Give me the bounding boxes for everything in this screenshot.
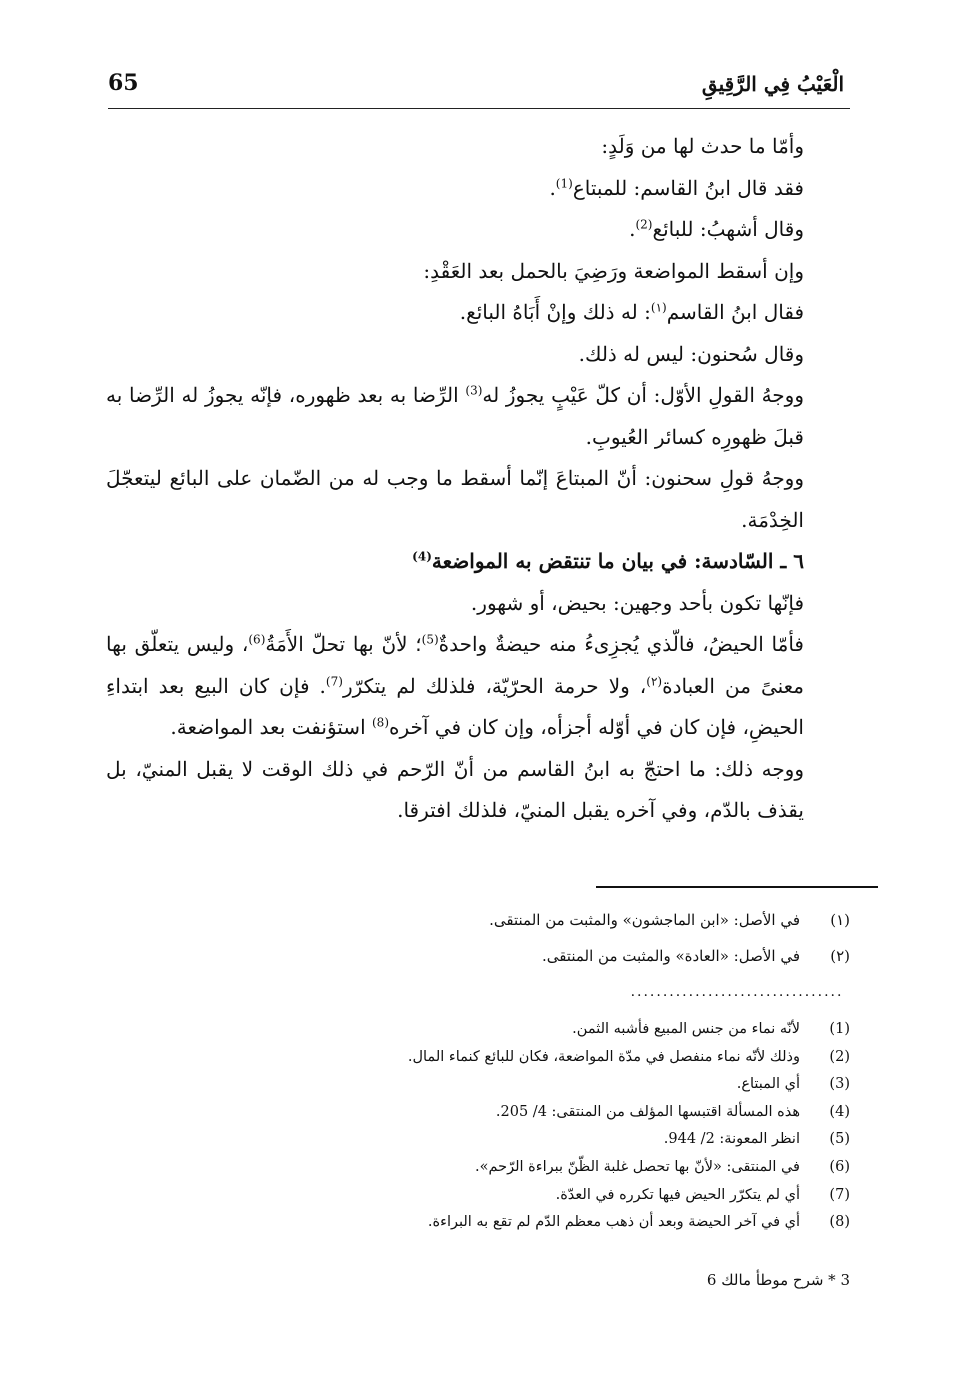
footnote-divider xyxy=(596,886,878,888)
note-text: وذلك لأنّه نماء منفصل في مدّة المواضعة، فكان للبائع كنماء المال. xyxy=(407,1048,800,1065)
section-heading: ٦ ـ السّادسة: في بيان ما تنتقض به المواضعة$^{(4)}$ xyxy=(412,549,804,573)
editor-note xyxy=(300,902,850,938)
footnote-ref: (١) xyxy=(650,300,667,315)
footnote xyxy=(300,1099,850,1127)
note-number: (3) xyxy=(829,1076,850,1093)
footnote xyxy=(300,1016,850,1044)
footnote-ref: (7) xyxy=(325,673,343,688)
note-number: (١) xyxy=(830,911,850,929)
note-text: أي في آخر الحيضة وبعد أن ذهب معظم الدّم لم تقع به البراءة. xyxy=(427,1214,800,1231)
paragraph: ووجه ذلك: ما احتجّ به ابنُ القاسم من أنّ الرّحم في ذلك الوقت لا يقبل المنيّ، بل يقذف بالدّم، وفي آخره يقبل المنيّ، فلذلك افترقا. xyxy=(106,756,804,822)
footnote-ref: (8) xyxy=(371,715,389,730)
footnote-ref: (5) xyxy=(421,632,439,647)
note-number: (6) xyxy=(829,1158,850,1175)
running-title: الْعَيْبُ فِي الرَّقِيقِ xyxy=(701,72,844,96)
footnote xyxy=(300,1044,850,1072)
editor-note xyxy=(300,938,850,974)
paragraph: ووجهُ القولِ الأوّل: أن كلّ عَيْبٍ يجوزُ له$^{(3)}$ الرِّضا به بعد ظهوره، فإنّه يجوزُ له الرِّضا به قبلَ ظهورِه كسائر العُيوبِ. xyxy=(106,383,804,449)
note-number: (1) xyxy=(829,1021,850,1037)
note-number: (4) xyxy=(829,1103,850,1120)
footnote-ref: (3) xyxy=(465,383,483,398)
main-text xyxy=(106,126,852,832)
paragraph: ووجهُ قولِ سحنون: أنّ المبتاعَ إنّما أسقط ما وجب له من الضّمان على البائع ليتعجّلَ الخِدْمَة. xyxy=(106,466,804,532)
dotted-separator: ................................. xyxy=(630,984,844,1000)
paragraph: وقال سُحنون: ليس له ذلك. xyxy=(578,341,804,366)
note-text: في الأصل: «ابن الماجشون» والمثبت من المنتقى. xyxy=(489,911,800,929)
paragraph: فإنّها تكون بأحد وجهين: بحيض، أو شهور. xyxy=(470,590,804,615)
note-text: أي المبتاع. xyxy=(736,1076,800,1093)
page-number: 65 xyxy=(108,70,139,96)
paragraph: فأمّا الحيضُ، فالّذي يُجزِىءُ منه حيضةٌ واحدةٌ$^{(5)}$؛ لأنّ بها تحلّ الأَمَةُ$^{(6)}$، وليس يتعلّق بها معنىً من العبادة$^{(٢)}$، ولا حرمة الحرّيّة، فلذلك لم يتكرّر$^{(7)}$. فإن كان البيع بعد ابتداءِ الحيضِ، فإن كان في أوّله أجزأه، وإن كان في آخره$^{(8)}$ استؤنفت بعد المواضعة. xyxy=(106,632,805,739)
paragraph: وأمّا ما حدث لها من وَلَدٍ: xyxy=(601,134,804,158)
footnotes xyxy=(300,1016,850,1237)
note-text: في الأصل: «العادة» والمثبت من المنتقى. xyxy=(541,947,800,965)
footnote-ref: (1) xyxy=(555,175,573,190)
paragraph: وإن أسقط المواضعة ورَضِيَ بالحمل بعد العَقْدِ: xyxy=(423,258,804,283)
footnote-ref: (4) xyxy=(412,549,432,564)
note-number: (2) xyxy=(829,1048,850,1065)
footnote-ref: (٢) xyxy=(646,673,663,688)
note-number: (5) xyxy=(829,1131,850,1148)
note-number: (8) xyxy=(829,1214,850,1231)
paragraph: فقد قال ابنُ القاسم: للمبتاع$^{(1)}$. xyxy=(549,175,804,200)
printer-signature: 3 * شرح موطأ مالك 6 xyxy=(706,1271,850,1289)
paragraph: وقال أشهبُ: للبائع$^{(2)}$. xyxy=(629,217,804,241)
footnote xyxy=(300,1209,850,1237)
note-text: في المنتقى: «لأنّ بها تحصل غلبة الظّنّ ببراءة الرّحم». xyxy=(475,1158,800,1175)
paragraph: فقال ابنُ القاسم$^{(١)}$: له ذلك وإنْ أَبَاهُ البائع. xyxy=(459,300,804,324)
note-text: انظر المعونة: 2/ 944. xyxy=(663,1131,800,1148)
footnote xyxy=(300,1126,850,1154)
note-text: هذه المسألة اقتبسها المؤلف من المنتقى: 4/ 205. xyxy=(495,1103,800,1120)
footnote xyxy=(300,1154,850,1182)
footnote-ref: (2) xyxy=(635,217,653,232)
note-number: (٢) xyxy=(830,947,850,965)
header-divider xyxy=(108,108,850,109)
note-text: أي لم يتكرّر الحيض فيها تكرره في العدّة. xyxy=(555,1186,800,1203)
editor-notes xyxy=(300,902,850,974)
note-text: لأنّه نماء من جنس المبيع فأشبه الثمن. xyxy=(572,1021,800,1037)
footnote xyxy=(300,1071,850,1099)
note-number: (7) xyxy=(829,1186,850,1203)
footnote xyxy=(300,1182,850,1210)
footnote-ref: (6) xyxy=(248,632,266,647)
